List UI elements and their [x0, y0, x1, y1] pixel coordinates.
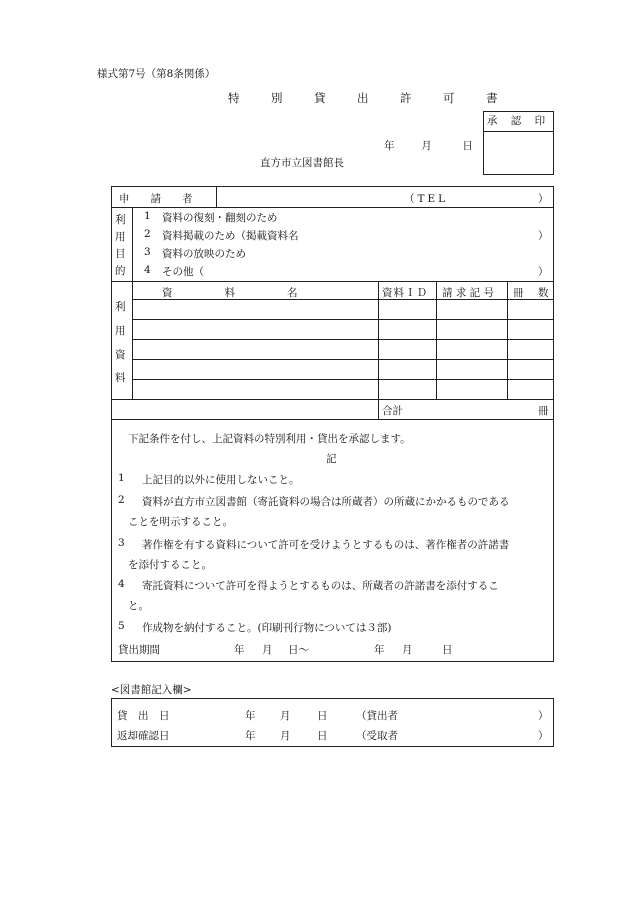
receiver-close: ）: [538, 730, 549, 742]
materials-header-volumes: 冊 数: [513, 287, 551, 299]
lend-date-month: 月: [280, 710, 291, 722]
return-date-month: 月: [280, 730, 291, 742]
applicant-tel-label: （TEL: [404, 193, 449, 205]
approval-stamp-label: 承 認 印: [484, 112, 553, 132]
date-month: 月: [421, 140, 432, 152]
lender-close: ）: [538, 710, 549, 722]
total-unit: 冊: [538, 405, 549, 417]
materials-label-char: 利: [115, 301, 126, 313]
purpose-label-char: 用: [115, 231, 126, 243]
condition-num: 4: [118, 578, 125, 590]
lend-date-day: 日: [317, 710, 328, 722]
purpose-item-num: 2: [144, 228, 151, 240]
condition-text-cont: を添付すること。: [128, 559, 212, 571]
condition-text-cont: と。: [128, 600, 149, 612]
issuer-name: 直方市立図書館長: [260, 157, 344, 169]
purpose-item-text: その他（: [162, 266, 204, 278]
condition-text: 資料が直方市立図書館（寄託資料の場合は所蔵者）の所蔵にかかるものである: [142, 496, 510, 508]
application-form-table: [111, 186, 554, 662]
return-date-year: 年: [245, 730, 256, 742]
condition-text-cont: ことを明示すること。: [128, 516, 233, 528]
materials-header-id: 資料ＩＤ: [382, 287, 428, 299]
library-section-title: <図書館記入欄>: [111, 684, 192, 696]
return-date-label: 返却確認日: [117, 730, 170, 742]
form-number-label: 様式第7号（第8条関係）: [97, 68, 216, 80]
materials-header-call-number: 請 求 記 号: [442, 287, 495, 299]
applicant-label: 申 請 者: [119, 193, 193, 205]
total-label: 合計: [382, 405, 403, 417]
document-title: 特 別 貸 出 許 可 書: [228, 91, 508, 105]
issue-date: [384, 138, 473, 153]
condition-num: 2: [118, 494, 125, 506]
purpose-label-char: 利: [115, 214, 126, 226]
materials-label-char: 用: [115, 325, 126, 337]
ki-heading: 記: [326, 453, 337, 465]
loan-period-label: 貸出期間: [118, 644, 160, 656]
date-day: 日: [462, 140, 473, 152]
lender-label: （貸出者: [356, 710, 398, 722]
receiver-label: （受取者: [356, 730, 398, 742]
loan-period-start-day: 日〜: [288, 644, 309, 656]
library-record-table: [111, 698, 554, 747]
date-year: 年: [384, 140, 395, 152]
materials-label-char: 資: [115, 349, 126, 361]
purpose-item-close: ）: [538, 230, 549, 242]
purpose-label-char: 目: [115, 248, 126, 260]
condition-text: 著作権を有する資料について許可を受けようとするものは、著作権者の許諾書: [142, 539, 510, 551]
loan-period-start-month: 月: [262, 644, 273, 656]
purpose-label-char: 的: [115, 265, 126, 277]
condition-text: 上記目的以外に使用しないこと。: [142, 474, 300, 486]
lend-date-year: 年: [245, 710, 256, 722]
condition-num: 3: [118, 537, 125, 549]
purpose-item-close: ）: [538, 266, 549, 278]
purpose-item-num: 3: [144, 246, 151, 258]
loan-period-end-day: 日: [442, 644, 453, 656]
materials-label-char: 料: [115, 372, 126, 384]
purpose-item-text: 資料掲載のため（掲載資料名: [162, 230, 299, 242]
applicant-tel-close: ）: [538, 193, 549, 205]
approval-stamp-box: [483, 111, 554, 175]
condition-num: 1: [118, 472, 125, 484]
return-date-day: 日: [317, 730, 328, 742]
loan-period-start-year: 年: [234, 644, 245, 656]
approval-statement: 下記条件を付し、上記資料の特別利用・貸出を承認します。: [128, 433, 411, 445]
purpose-item-text: 資料の放映のため: [162, 248, 246, 260]
purpose-item-text: 資料の復刻・翻刻のため: [162, 212, 278, 224]
lend-date-label: 貸 出 日: [117, 710, 170, 722]
loan-period-end-month: 月: [402, 644, 413, 656]
purpose-item-num: 4: [144, 264, 151, 276]
condition-num: 5: [118, 620, 125, 632]
loan-period-end-year: 年: [374, 644, 385, 656]
materials-header-name: 資 料 名: [162, 287, 300, 299]
condition-text: 作成物を納付すること。(印刷刊行物については３部): [142, 622, 392, 634]
condition-text: 寄託資料について許可を得ようとするものは、所蔵者の許諾書を添付するこ: [142, 580, 499, 592]
purpose-item-num: 1: [144, 210, 151, 222]
